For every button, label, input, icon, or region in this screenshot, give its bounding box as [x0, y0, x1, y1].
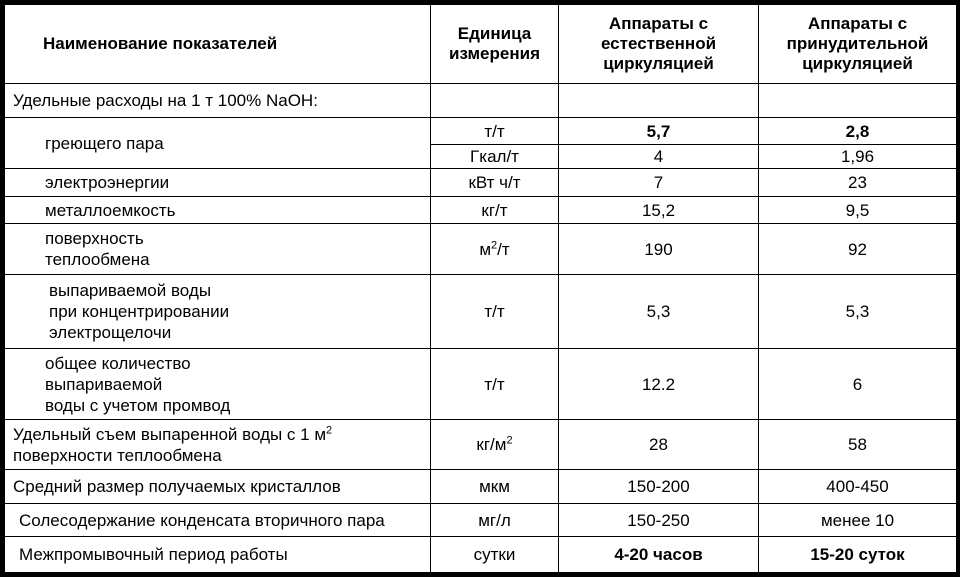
row-steam-forced2: 1,96	[759, 145, 957, 169]
row-electricity-natural: 7	[559, 169, 759, 197]
row-metal-unit: кг/т	[431, 197, 559, 224]
row-evap-water-forced: 5,3	[759, 275, 957, 349]
row-crystal-size-natural: 150-200	[559, 470, 759, 504]
row-metal-name: металлоемкость	[5, 197, 431, 224]
row-salt-content-forced: менее 10	[759, 504, 957, 537]
row-wash-period-name: Межпромывочный период работы	[5, 537, 431, 573]
row-wash-period-unit: сутки	[431, 537, 559, 573]
header-natural: Аппараты с естественной циркуляцией	[559, 5, 759, 84]
row-crystal-size-forced: 400-450	[759, 470, 957, 504]
row-electricity-unit: кВт ч/т	[431, 169, 559, 197]
row-total-water-unit: т/т	[431, 349, 559, 420]
header-row	[5, 5, 957, 84]
table-row-steam-1	[5, 118, 957, 145]
section-title: Удельные расходы на 1 т 100% NaOH:	[5, 84, 431, 118]
row-evap-water-name: выпариваемой воды при концентрировании электрощелочи	[5, 275, 431, 349]
row-total-water-name: общее количество выпариваемой воды с учетом промвод	[5, 349, 431, 420]
row-salt-content-name: Солесодержание конденсата вторичного пара	[5, 504, 431, 537]
row-wash-period-natural: 4-20 часов	[559, 537, 759, 573]
row-salt-content-unit: мг/л	[431, 504, 559, 537]
row-evap-water-natural: 5,3	[559, 275, 759, 349]
row-surface-name: поверхность теплообмена	[5, 224, 431, 275]
row-metal-natural: 15,2	[559, 197, 759, 224]
row-steam-natural2: 4	[559, 145, 759, 169]
table-row-total-water	[5, 349, 957, 420]
table-row-wash-period	[5, 537, 957, 573]
row-steam-unit1: т/т	[431, 118, 559, 145]
table-row-crystal-size	[5, 470, 957, 504]
table-row-surface	[5, 224, 957, 275]
row-evap-water-unit: т/т	[431, 275, 559, 349]
row-total-water-forced: 6	[759, 349, 957, 420]
row-steam-forced1: 2,8	[759, 118, 957, 145]
row-steam-name: греющего пара	[5, 118, 431, 169]
row-steam-unit2: Гкал/т	[431, 145, 559, 169]
row-specific-removal-forced: 58	[759, 420, 957, 470]
section-row	[5, 84, 957, 118]
table-row-specific-removal	[5, 420, 957, 470]
row-surface-natural: 190	[559, 224, 759, 275]
row-specific-removal-unit: $кг/м^2$	[431, 420, 559, 470]
row-specific-removal-name: Удельный съем выпаренной воды с 1 $м^2$ поверхности теплообмена	[5, 420, 431, 470]
row-salt-content-natural: 150-250	[559, 504, 759, 537]
row-surface-unit: $м^2/т$	[431, 224, 559, 275]
row-crystal-size-name: Средний размер получаемых кристаллов	[5, 470, 431, 504]
row-specific-removal-natural: 28	[559, 420, 759, 470]
header-name: Наименование показателей	[5, 5, 431, 84]
table-row-electricity	[5, 169, 957, 197]
row-electricity-forced: 23	[759, 169, 957, 197]
row-steam-natural1: 5,7	[559, 118, 759, 145]
row-electricity-name: электроэнергии	[5, 169, 431, 197]
table-row-salt-content	[5, 504, 957, 537]
header-unit: Единица измерения	[431, 5, 559, 84]
table-row-evap-water	[5, 275, 957, 349]
comparison-table	[4, 4, 957, 573]
row-surface-forced: 92	[759, 224, 957, 275]
table-row-metal	[5, 197, 957, 224]
row-crystal-size-unit: мкм	[431, 470, 559, 504]
header-forced: Аппараты с принудительной циркуляцией	[759, 5, 957, 84]
row-metal-forced: 9,5	[759, 197, 957, 224]
row-total-water-natural: 12.2	[559, 349, 759, 420]
data-table-sheet	[4, 4, 956, 573]
row-wash-period-forced: 15-20 суток	[759, 537, 957, 573]
